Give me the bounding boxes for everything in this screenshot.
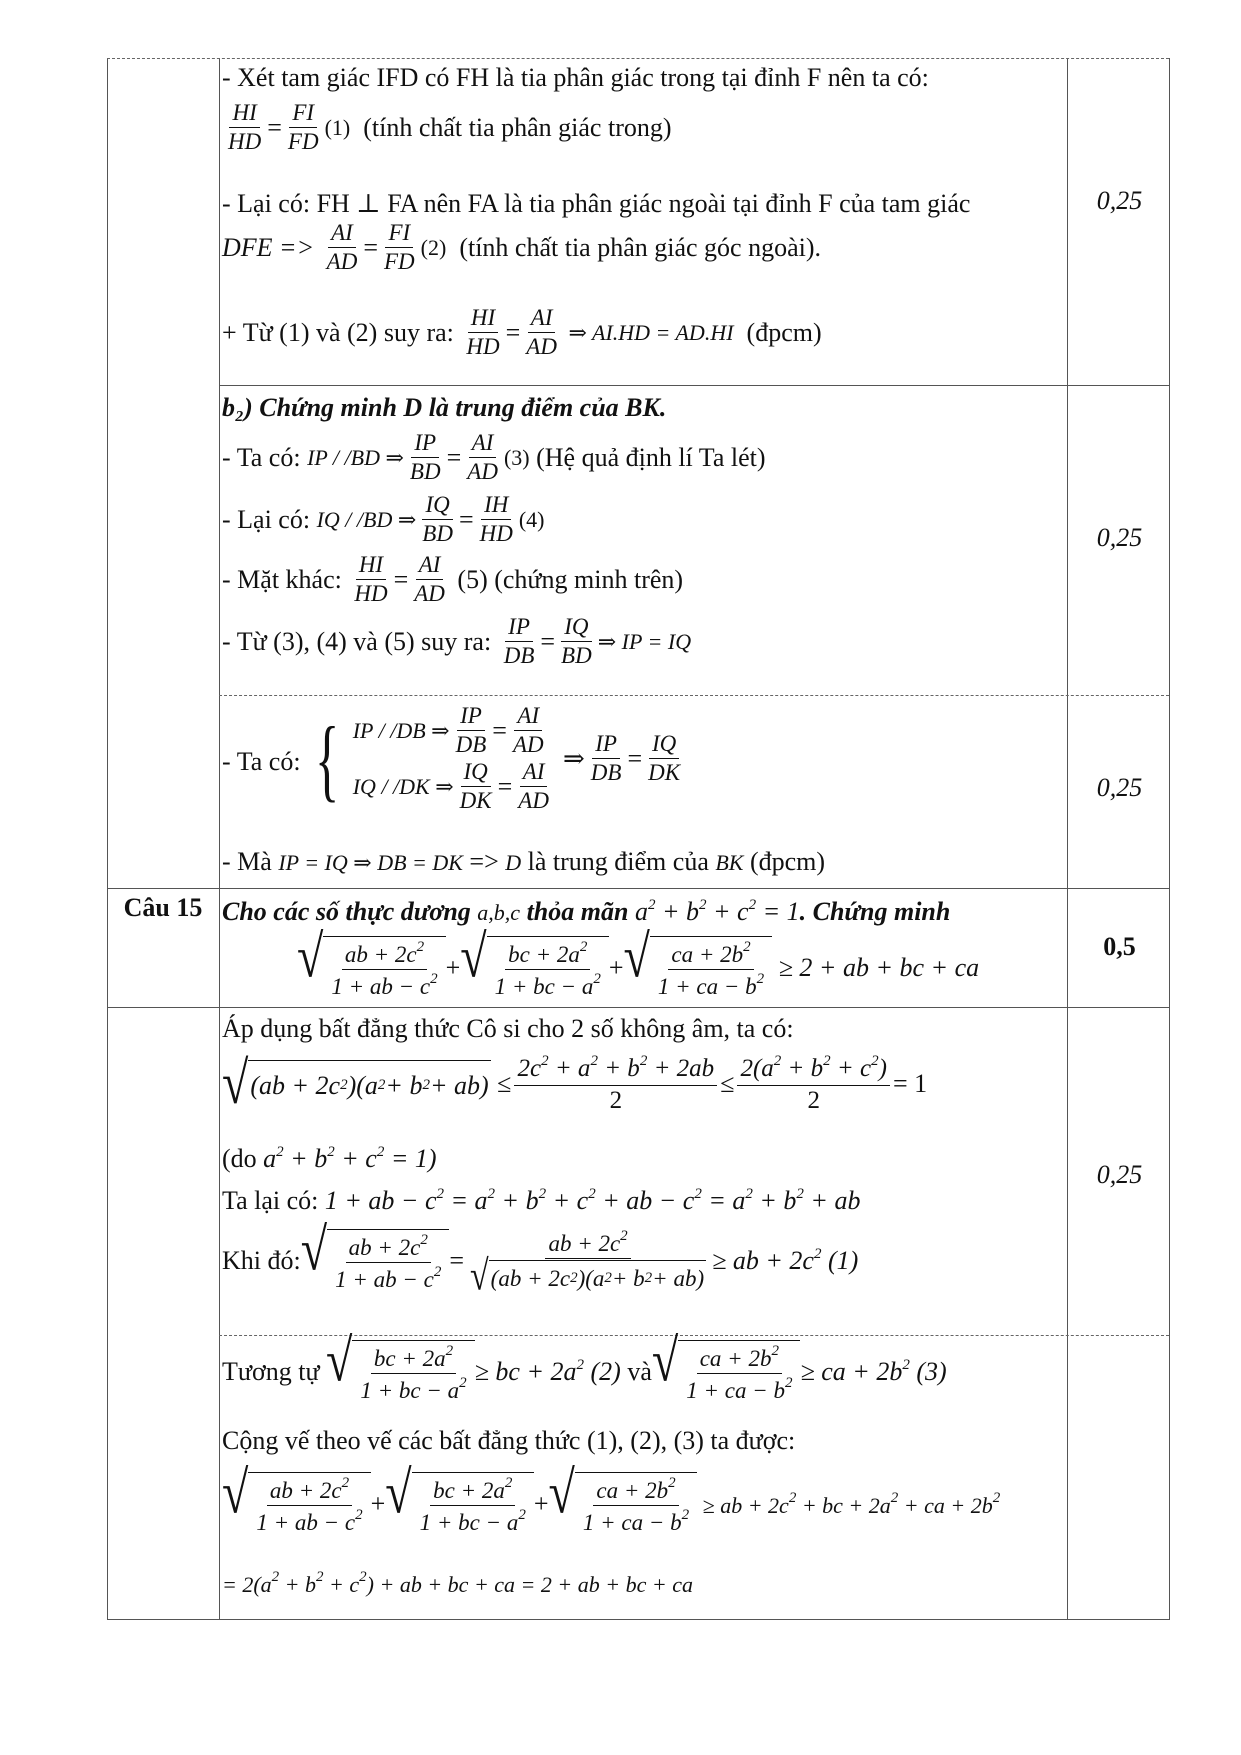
- text: (đpcm): [749, 847, 826, 876]
- text: (Hệ quả định lí Ta lét): [536, 442, 766, 472]
- fraction: $\frac{HI}{HD}$: [354, 552, 388, 607]
- formula-line: Tương tự √ $\frac{bc + 2a^2}{1 + bc - a^2}$ ≥ bc + $2a^2$ (2) và √ $\frac{ca + 2b^2}{1 + ca - b^2}$ ≥ ca + $2b^2$ (3): [222, 1328, 947, 1404]
- text: và: [627, 1357, 652, 1387]
- score-cell: 0,25: [1096, 1160, 1143, 1189]
- text: Cho các số thực dương: [222, 897, 471, 926]
- formula-line: √ $\frac{ab + 2c^2}{1 + ab - c^2}$ + √ $\frac{bc + 2a^2}{1 + bc - a^2}$ + √ $\frac{ca + 2b^2}{1 + ca - b^2}$ ≥ ab + $2c^2$ + bc + $2a^2$ + ca + $2b^2$: [222, 1460, 1001, 1536]
- text: Ta lại có:: [222, 1186, 319, 1215]
- answer-table: [107, 58, 1169, 1620]
- score-cell: 0,25: [1096, 186, 1143, 215]
- fraction: $\frac{FI}{FD}$: [287, 100, 319, 155]
- text: (đpcm): [746, 317, 822, 347]
- formula-line: Cho các số thực dương a,b,c thỏa mãn $a^2 + b^2 + c^2 = 1$ . Chứng minh: [222, 896, 950, 929]
- question-label: Câu 15: [123, 893, 203, 922]
- fraction: $\frac{HI}{HD}$: [466, 305, 500, 360]
- text: - Mà: [222, 847, 272, 876]
- text: (5) (chứng minh trên): [457, 564, 684, 594]
- text: - Ta có:: [222, 442, 301, 472]
- row-divider: [219, 1335, 1169, 1336]
- formula-line: √ $\frac{ab + 2c^2}{1 + ab - c^2}$ + √ $\frac{bc + 2a^2}{1 + bc - a^2}$ + √ $\frac{ca + 2b^2}{1 + ca - b^2}$ ≥ 2 + ab + bc + ca: [297, 924, 980, 1000]
- text: - Ta có:: [222, 746, 301, 776]
- fraction: $\frac{IP}{DB}$: [590, 730, 622, 786]
- text: là trung điểm của: [527, 847, 709, 876]
- formula-line: $\frac{HI}{HD}$ = $\frac{FI}{FD}$ (1) (tính chất tia phân giác trong): [222, 100, 672, 156]
- text: - Mặt khác:: [222, 564, 342, 594]
- fraction: $\frac{AI}{AD}$: [526, 305, 557, 360]
- fraction: $\frac{IH}{HD}$: [479, 492, 513, 547]
- score-cell: 0,25: [1096, 523, 1143, 552]
- text: thỏa mãn: [526, 897, 629, 926]
- text-line: - Lại có: FH ⊥ FA nên FA là tia phân giác ngoài tại đỉnh F của tam giác: [222, 189, 971, 218]
- text: - Lại có:: [222, 504, 311, 534]
- row-divider: [219, 385, 1169, 386]
- table-border-right: [1169, 58, 1170, 1620]
- text: + Từ (1) và (2) suy ra:: [222, 317, 454, 347]
- section-title: b₂) Chứng minh D là trung điểm của BK.: [222, 393, 667, 422]
- formula-line: - Mà IP = IQ ⇒ DB = DK => D là trung điểm của BK (đpcm): [222, 846, 825, 879]
- score-cell: 0,25: [1096, 773, 1143, 802]
- formula-line: = $2(a^2 + b^2 + c^2)$ + ab + bc + ca = 2 + ab + bc + ca: [222, 1569, 693, 1597]
- fraction: $\frac{IQ}{DK}$: [648, 730, 681, 786]
- left-brace: {: [314, 707, 339, 810]
- text: DFE =>: [222, 232, 315, 262]
- score-cell: 0,5: [1103, 932, 1136, 961]
- formula-line: - Từ (3), (4) và (5) suy ra: $\frac{IP}{DB}$ = $\frac{IQ}{BD}$ ⇒ IP = IQ: [222, 614, 692, 669]
- formula-line: - Lại có: IQ / /BD ⇒ $\frac{IQ}{BD}$ = $\frac{IH}{HD}$ (4): [222, 492, 545, 547]
- formula-line: - Ta có: { IP / /DB ⇒ $\frac{IP}{DB}$ = $\frac{AI}{AD}$ IQ / /DK ⇒ $\frac{IQ}{DK}$ = $\frac{AI}{AD}$ ⇒ $\frac{IP}{DB}$ = $\frac{IQ}{DK}$: [222, 703, 686, 815]
- row-divider-bottom: [107, 1619, 1169, 1620]
- text-line: Áp dụng bất đẳng thức Cô si cho 2 số không âm, ta có:: [222, 1014, 794, 1043]
- fraction: $\frac{FI}{FD}$: [383, 220, 415, 275]
- formula-line: DFE => $\frac{AI}{AD}$ = $\frac{FI}{FD}$ (2) (tính chất tia phân giác góc ngoài).: [222, 220, 822, 275]
- fraction: $\frac{AI}{AD}$: [326, 220, 358, 275]
- column-divider-1: [219, 58, 220, 1620]
- column-divider-2: [1067, 58, 1068, 1620]
- row-divider: [107, 888, 1169, 889]
- system-of-equations: IP / /DB ⇒ $\frac{IP}{DB}$ = $\frac{AI}{AD}$ IQ / /DK ⇒ $\frac{IQ}{DK}$ = $\frac{AI}{AD}$: [352, 703, 549, 814]
- fraction: $\frac{IP}{DB}$: [503, 614, 535, 669]
- text: Khi đó:: [222, 1245, 301, 1275]
- text: (tính chất tia phân giác góc ngoài).: [459, 232, 822, 262]
- formula-line: Khi đó: √ $\frac{ab + 2c^2}{1 + ab - c^2}$ = ab + $2c^2$ √ (ab + 2c 2 )(a 2 + b 2 + ab) ≥ ab + $2c^2$ (1): [222, 1216, 859, 1300]
- fraction: $\frac{AI}{AD}$: [414, 552, 445, 607]
- row-divider-top: [107, 58, 1169, 59]
- table-border-left: [107, 58, 108, 1620]
- formula-line: (do $a^2 + b^2 + c^2 = 1$): [222, 1143, 437, 1176]
- formula-line: Ta lại có: 1 + ab − $c^2 = a^2 + b^2 + c^2$ + ab − $c^2 = a^2 + b^2$ + ab: [222, 1185, 860, 1218]
- formula-line: √ (ab + 2c 2 )(a 2 + b 2 + ab) ≤ $\frac{2c^2 + a^2 + b^2 + 2ab}{2}$ ≤ $\frac{2(a^2 + b^2 + c^2)}{2}$ = 1: [222, 1050, 928, 1117]
- text: - Từ (3), (4) và (5) suy ra:: [222, 626, 492, 656]
- text: . Chứng minh: [799, 897, 951, 926]
- formula-line: - Ta có: IP / /BD ⇒ $\frac{IP}{BD}$ = $\frac{AI}{AD}$ (3) (Hệ quả định lí Ta lét): [222, 430, 766, 485]
- fraction: $\frac{HI}{HD}$: [228, 100, 262, 155]
- formula-line: + Từ (1) và (2) suy ra: $\frac{HI}{HD}$ = $\frac{AI}{AD}$ ⇒ AI.HD = AD.HI (đpcm): [222, 305, 822, 360]
- text: (do: [222, 1144, 257, 1173]
- row-divider: [219, 695, 1169, 696]
- text-line: Cộng vế theo vế các bất đẳng thức (1), (2), (3) ta được:: [222, 1426, 796, 1455]
- fraction: $\frac{IQ}{BD}$: [561, 614, 592, 669]
- formula-line: - Mặt khác: $\frac{HI}{HD}$ = $\frac{AI}{AD}$ (5) (chứng minh trên): [222, 552, 684, 607]
- text-line: - Xét tam giác IFD có FH là tia phân giác trong tại đỉnh F nên ta có:: [222, 63, 929, 92]
- text: Tương tự: [222, 1357, 320, 1387]
- fraction: $\frac{AI}{AD}$: [467, 430, 498, 485]
- fraction: $\frac{IQ}{BD}$: [422, 492, 453, 547]
- fraction: $\frac{IP}{BD}$: [409, 430, 441, 485]
- text: (tính chất tia phân giác trong): [363, 112, 672, 142]
